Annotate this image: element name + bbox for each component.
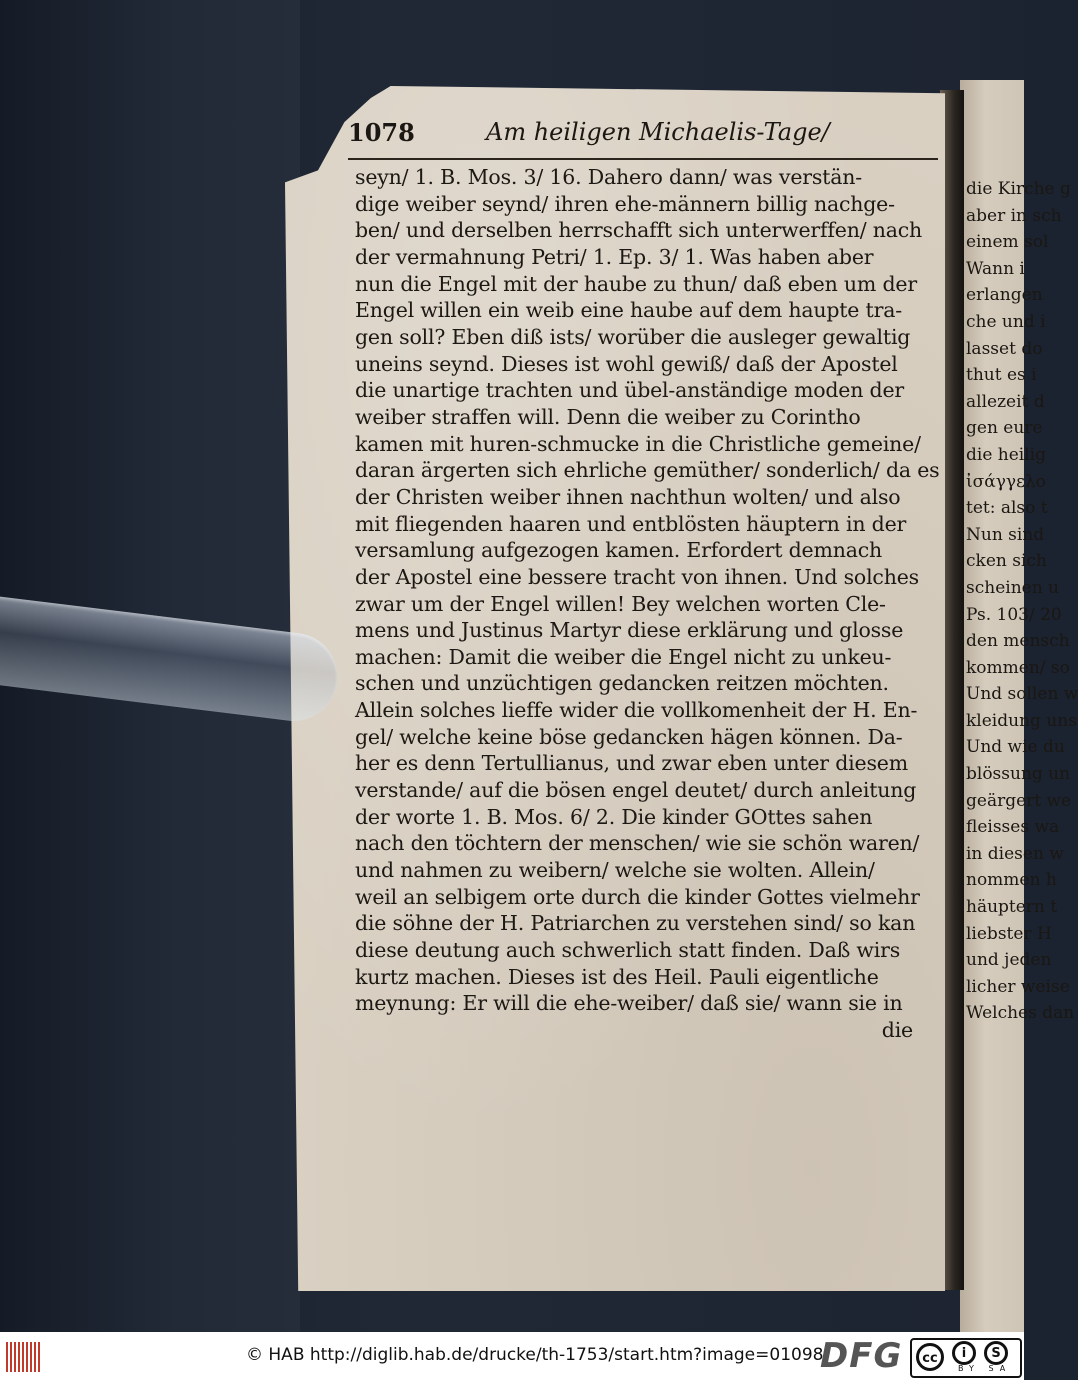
facing-page-fragment: erlangen — [966, 285, 1043, 306]
text-line: verstande/ auf die bösen engel deutet/ durch anleitung — [355, 778, 917, 803]
footer-credit-link[interactable]: © HAB http://diglib.hab.de/drucke/th-1753/start.htm?image=01098 — [246, 1345, 824, 1365]
body-text — [355, 164, 940, 1044]
text-line: daran ärgerten sich ehrliche gemüther/ sonderlich/ da es — [355, 458, 940, 483]
facing-page-fragment: gen eure — [966, 418, 1043, 439]
facing-page-fragment: lasset do — [966, 338, 1043, 359]
facing-page-fragment: kleidung uns — [966, 710, 1077, 731]
facing-page — [960, 80, 1078, 1332]
text-line: die söhne der H. Patriarchen zu verstehen sind/ so kan — [355, 911, 916, 936]
facing-page-fragment: che und i — [966, 311, 1046, 332]
facing-page-fragment: thut es i — [966, 365, 1037, 386]
text-line: die unartige trachten und übel-anständige moden der — [355, 378, 905, 403]
facing-page-fragment: in diesen w — [966, 843, 1064, 864]
facing-page-fragment: Wann i — [966, 258, 1025, 279]
text-line: machen: Damit die weiber die Engel nicht zu unkeu- — [355, 644, 892, 669]
catchword: die — [881, 1018, 913, 1042]
text-line: meynung: Er will die ehe-weiber/ daß sie/ wann sie in — [355, 991, 903, 1016]
sa-icon: S — [984, 1341, 1008, 1365]
facing-page-fragment: Und wie du — [966, 737, 1065, 758]
facing-page-text — [960, 176, 1078, 1027]
text-line: versamlung aufgezogen kamen. Erfordert demnach — [355, 538, 883, 563]
facing-page-fragment: cken sich — [966, 551, 1047, 572]
facing-page-fragment: licher weise — [966, 976, 1070, 997]
facing-page-fragment: scheinen u — [966, 577, 1060, 598]
text-line: schen und unzüchtigen gedancken reitzen möchten. — [355, 671, 889, 696]
text-line: zwar um der Engel willen! Bey welchen worten Cle- — [355, 591, 886, 616]
text-line: mens und Justinus Martyr diese erklärung und glosse — [355, 618, 904, 643]
cc-license-badge[interactable] — [910, 1338, 1022, 1378]
facing-page-fragment: aber in sch — [966, 205, 1062, 226]
text-line: her es denn Tertullianus, und zwar eben unter diesem — [355, 751, 908, 776]
page-header-title: Am heiligen Michaelis-Tage/ — [486, 118, 830, 146]
facing-page-fragment: allezeit d — [966, 391, 1045, 412]
text-line: Engel willen ein weib eine haube auf dem haupte tra- — [355, 298, 902, 323]
by-icon: i — [952, 1341, 976, 1365]
facing-page-fragment: kommen/ so — [966, 657, 1070, 678]
facing-page-fragment: einem sol — [966, 232, 1049, 253]
facing-page-fragment: häuptern t — [966, 897, 1058, 918]
facing-page-fragment: Ps. 103/ 20 — [966, 604, 1062, 625]
text-line: weiber straffen will. Denn die weiber zu Corintho — [355, 404, 861, 429]
facing-page-fragment: nommen h — [966, 870, 1057, 891]
text-line: weil an selbigem orte durch die kinder Gottes vielmehr — [355, 884, 920, 909]
text-line: uneins seynd. Dieses ist wohl gewiß/ daß der Apostel — [355, 351, 898, 376]
cc-icon: cc — [916, 1343, 944, 1371]
text-line: der vermahnung Petri/ 1. Ep. 3/ 1. Was haben aber — [355, 244, 874, 269]
text-line: gen soll? Eben diß ists/ worüber die ausleger gewaltig — [355, 324, 911, 349]
facing-page-fragment: blössung un — [966, 764, 1071, 785]
text-line: seyn/ 1. B. Mos. 3/ 16. Dahero dann/ was verstän- — [355, 165, 862, 189]
barcode-icon — [6, 1342, 40, 1372]
dfg-logo: DFG — [820, 1336, 903, 1376]
facing-page-fragment: liebster H — [966, 923, 1052, 944]
facing-page-fragment: den mensch — [966, 631, 1070, 652]
cc-license-label: BY SA — [958, 1364, 1012, 1373]
facing-page-fragment: und jeden — [966, 950, 1052, 971]
text-line: diese deutung auch schwerlich statt finden. Daß wirs — [355, 938, 901, 963]
text-line: nach den töchtern der menschen/ wie sie schön waren/ — [355, 831, 920, 856]
text-line: dige weiber seynd/ ihren ehe-männern billig nachge- — [355, 191, 895, 216]
page-number: 1078 — [348, 118, 415, 147]
text-line: der Apostel eine bessere tracht von ihnen. Und solches — [355, 564, 919, 589]
facing-page-fragment: die heilig — [966, 444, 1046, 465]
text-line: gel/ welche keine böse gedancken hägen können. Da- — [355, 724, 903, 749]
text-line: mit fliegenden haaren und entblösten häuptern in der — [355, 511, 907, 536]
text-line: der Christen weiber ihnen nachthun wolten/ und also — [355, 484, 901, 509]
text-line: und nahmen zu weibern/ welche sie wolten. Allein/ — [355, 858, 875, 883]
running-head — [348, 118, 938, 160]
facing-page-fragment: fleisses wa — [966, 817, 1060, 838]
text-line: kurtz machen. Dieses ist des Heil. Pauli eigentliche — [355, 964, 879, 989]
facing-page-fragment: Nun sind — [966, 524, 1045, 545]
facing-page-fragment: geärgert we — [966, 790, 1072, 811]
facing-page-fragment: Und sollen w — [966, 684, 1078, 705]
text-line: kamen mit huren-schmucke in die Christliche gemeine/ — [355, 431, 921, 456]
facing-page-fragment: die Kirche g — [966, 179, 1071, 199]
facing-page-fragment: Welches dan — [966, 1003, 1075, 1024]
text-line: ben/ und derselben herrschafft sich unterwerffen/ nach — [355, 218, 923, 243]
viewer-footer — [0, 1332, 1024, 1380]
facing-page-fragment: tet: also t — [966, 498, 1048, 519]
text-line: nun die Engel mit der haube zu thun/ daß eben um der — [355, 271, 917, 296]
text-line: der worte 1. B. Mos. 6/ 2. Die kinder GOttes sahen — [355, 804, 873, 829]
text-line: Allein solches lieffe wider die vollkomenheit der H. En- — [355, 698, 918, 723]
facing-page-fragment: ἰσάγγελο — [966, 471, 1046, 492]
